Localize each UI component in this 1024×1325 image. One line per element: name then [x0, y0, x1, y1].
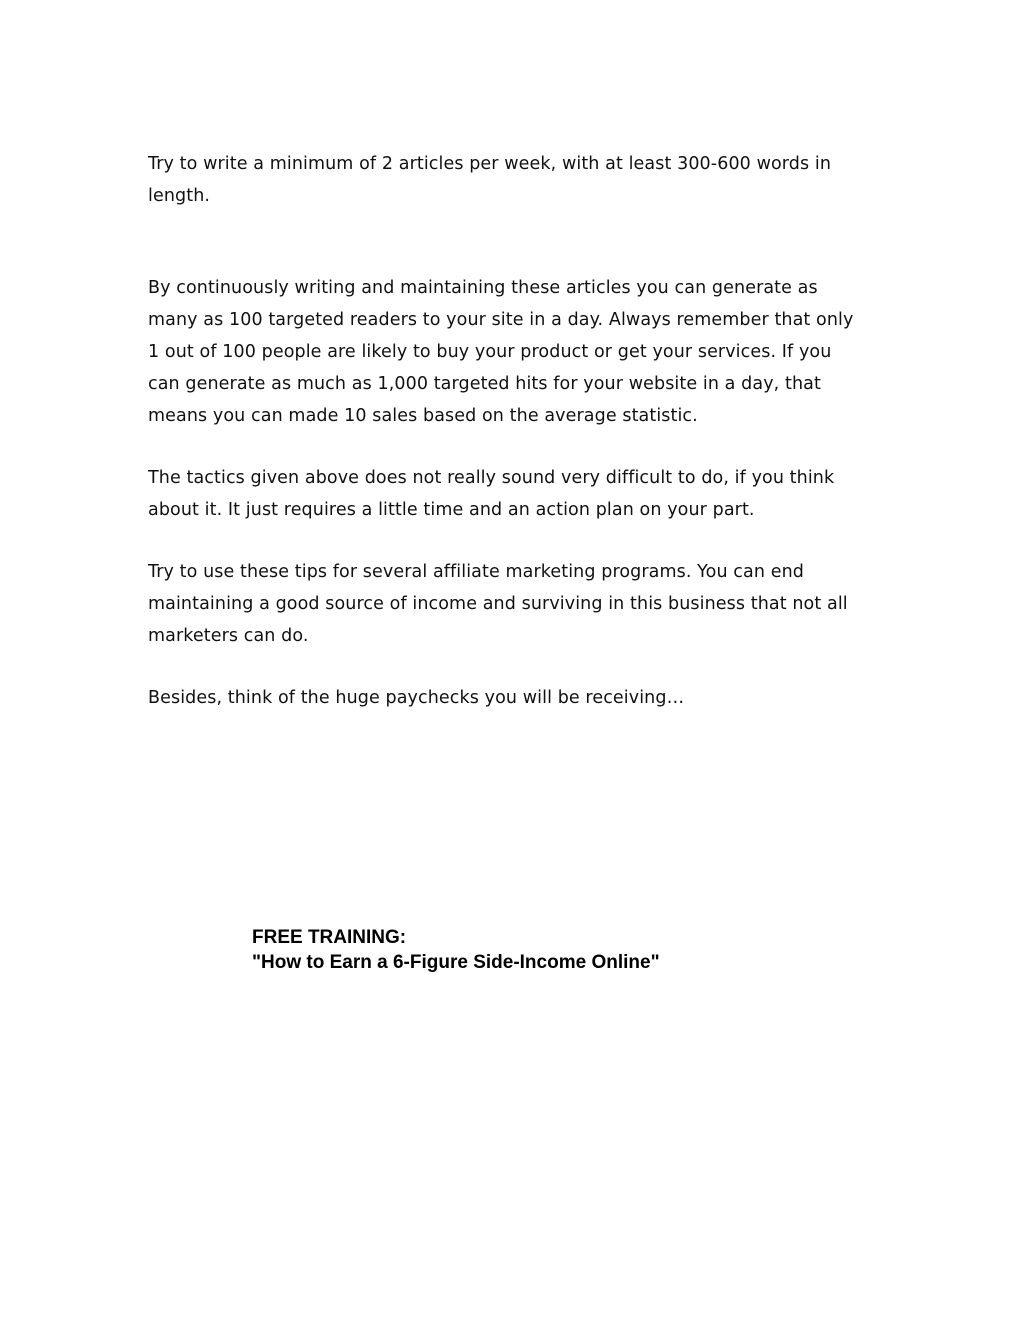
promo-subheading: "How to Earn a 6-Figure Side-Income Online"	[252, 952, 660, 973]
paragraph-1: Try to write a minimum of 2 articles per week, with at least 300-600 words in length.	[148, 154, 832, 206]
promo-block	[252, 925, 892, 975]
paragraph-4: Try to use these tips for several affiliate marketing programs. You can end maintaining a good source of income and surviving in this business that not all marketers can do.	[148, 562, 848, 646]
paragraph-3: The tactics given above does not really sound very difficult to do, if you think about it. It just requires a little time and an action plan on your part.	[148, 468, 835, 520]
paragraph-2: By continuously writing and maintaining these articles you can generate as many as 100 targeted readers to your site in a day. Always remember that only 1 out of 100 people are likely to buy your product or get your services. If you can generate as much as 1,000 targeted hits for your website in a day, that means you can made 10 sales based on the average statistic.	[148, 278, 854, 426]
promo-heading: FREE TRAINING:	[252, 927, 407, 948]
document-body	[148, 148, 868, 714]
paragraph-5: Besides, think of the huge paychecks you will be receiving…	[148, 688, 685, 708]
